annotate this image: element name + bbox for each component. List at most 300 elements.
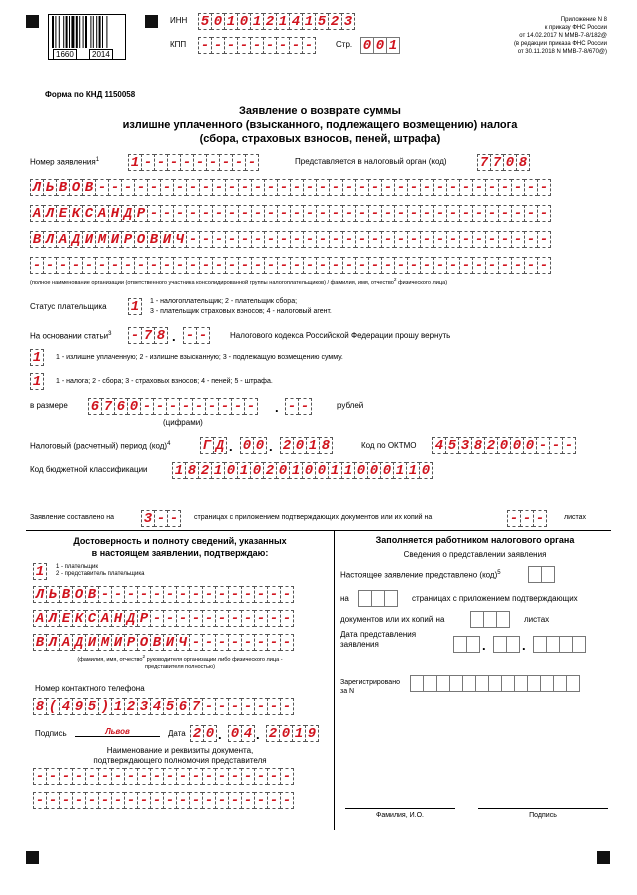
char-cell: Л [43,231,57,248]
signer-name-cells[interactable] [33,610,293,627]
signer-cell[interactable] [33,563,46,580]
char-cell: - [160,205,174,222]
char-cell: - [199,257,213,274]
char-cell: - [251,205,265,222]
char-cell [572,636,586,653]
title-line: излишне уплаченного (взысканного, подлежащего возмещению) налога [122,119,518,131]
page-cells[interactable] [360,37,399,54]
char-cell: - [280,634,294,651]
char-cell: 1 [224,13,238,30]
char-cell: 8 [185,462,199,479]
char-cell: 1 [386,37,400,54]
char-cell: 1 [276,13,290,30]
char-cell: - [173,179,187,196]
char-cell: - [85,768,99,785]
char-cell: - [342,257,356,274]
char-cell: - [186,179,200,196]
char-cell: - [163,586,177,603]
basis-text: Налогового кодекса Российской Федерации прошу вернуть [230,331,451,340]
char-cell: - [237,37,251,54]
char-cell: - [150,610,164,627]
inn-cells[interactable] [198,13,354,30]
kpp-cells[interactable] [198,37,315,54]
char-cell [527,675,541,692]
char-cell: - [316,257,330,274]
char-cell: 0 [276,462,290,479]
date-submitted-line: заявления [340,640,379,649]
oktmo-label: Код по ОКТМО [361,441,417,450]
char-cell: - [224,37,238,54]
dot: . [269,439,273,454]
char-cell: О [72,586,86,603]
right-heading: Заполняется работником налогового органа [375,535,575,545]
char-cell: - [342,231,356,248]
char-cell: 6 [176,698,190,715]
appendix-line: от 30.11.2018 N ММВ-7-8/670@) [517,49,607,55]
char-cell: - [153,398,167,415]
char-cell: 1 [292,725,306,742]
char-cell: - [251,231,265,248]
char-cell: 0 [380,462,394,479]
char-cell: 1 [341,462,355,479]
date-submitted-line: Дата представления [340,630,417,639]
char-cell: - [219,154,233,171]
title-line: Заявление о возврате суммы [239,105,401,117]
char-cell: - [189,586,203,603]
char-cell: М [98,634,112,651]
char-cell: 3 [341,13,355,30]
signature-value[interactable]: Львов [75,727,160,737]
char-cell: 4 [150,698,164,715]
barcode-bar [85,16,87,48]
char-cell: - [251,179,265,196]
char-cell: - [241,610,255,627]
staff-date-day[interactable] [453,636,479,653]
char-cell: - [202,610,216,627]
char-cell: 0 [367,462,381,479]
char-cell: - [264,257,278,274]
barcode-bar [63,16,64,48]
char-cell: 0 [373,37,387,54]
char-cell: 3 [458,437,472,454]
dot: . [172,329,176,344]
char-cell: 2 [190,725,204,742]
char-cell: - [95,179,109,196]
char-cell: ) [98,698,112,715]
char-cell: 7 [189,698,203,715]
char-cell: - [124,792,138,809]
doc-cells-1[interactable] [33,768,293,785]
number-label: Номер заявления$^1$ [30,157,100,167]
char-cell [436,675,450,692]
status-desc-line: 3 - плательщик страховых взносов; 4 - налоговый агент. [150,308,332,315]
char-cell: - [254,586,268,603]
surname-cells[interactable] [30,179,550,196]
reg-label-line: Зарегистрировано [340,679,400,686]
char-cell: - [254,634,268,651]
char-cell: - [472,205,486,222]
char-cell: - [202,634,216,651]
char-cell: - [30,257,44,274]
char-cell: 8 [33,698,47,715]
char-cell: - [329,205,343,222]
barcode-bar [106,16,107,48]
char-cell: 2 [266,725,280,742]
char-cell: 8 [471,437,485,454]
char-cell: - [485,179,499,196]
char-cell: - [166,398,180,415]
staff-date-year[interactable] [533,636,585,653]
signer-surname-cells[interactable] [33,586,293,603]
char-cell: - [215,792,229,809]
dot: . [229,439,233,454]
staff-date-month[interactable] [493,636,519,653]
char-cell [453,636,467,653]
barcode-bar [52,16,54,48]
char-cell: - [298,398,312,415]
char-cell: - [524,231,538,248]
reg-label [340,678,400,696]
char-cell: 0 [240,437,254,454]
char-cell: - [154,510,168,527]
status-cell[interactable] [128,298,141,315]
char-cell [488,675,502,692]
char-cell: - [189,768,203,785]
char-cell: - [280,586,294,603]
char-cell: И [82,231,96,248]
char-cell: Ч [176,634,190,651]
period-part2-cells[interactable] [240,437,266,454]
char-cell: С [85,610,99,627]
char-cell: - [355,231,369,248]
barcode-bar [55,16,56,48]
period-year-cells[interactable] [280,437,332,454]
code-cells[interactable] [528,566,554,583]
char-cell: - [186,205,200,222]
char-cell: Н [108,205,122,222]
dot: . [218,727,222,742]
barcode [48,14,126,60]
char-cell: - [215,610,229,627]
char-cell: - [329,257,343,274]
char-cell [384,590,398,607]
dot: . [256,727,260,742]
char-cell: Д [72,634,86,651]
char-cell: - [215,634,229,651]
char-cell: В [33,634,47,651]
char-cell: - [485,231,499,248]
staff-sheets-cells[interactable] [470,611,509,628]
char-cell: - [276,37,290,54]
char-cell: С [82,205,96,222]
char-cell: И [160,231,174,248]
barcode-bar [102,16,103,48]
char-cell: - [280,768,294,785]
barcode-bar [90,16,91,48]
char-cell [449,675,463,692]
sign-line [478,808,608,809]
char-cell: А [30,205,44,222]
pages-cells[interactable] [141,510,180,527]
char-cell: О [134,231,148,248]
char-cell: - [511,205,525,222]
char-cell: - [290,231,304,248]
tax-office-cells[interactable] [477,154,529,171]
barcode-bar [66,16,68,48]
char-cell: В [85,586,99,603]
char-cell: - [511,257,525,274]
char-cell: - [150,586,164,603]
char-cell: - [244,398,258,415]
char-cell: - [303,179,317,196]
char-cell: - [202,768,216,785]
char-cell: - [33,768,47,785]
char-cell: 0 [250,462,264,479]
char-cell: - [329,179,343,196]
char-cell: - [280,792,294,809]
char-cell: - [250,37,264,54]
char-cell: Л [30,179,44,196]
char-cell: - [355,257,369,274]
signer-option: 2 - представитель плательщика [56,571,145,577]
char-cell [546,636,560,653]
char-cell: - [238,179,252,196]
char-cell: ( [46,698,60,715]
char-cell: - [381,231,395,248]
payment-type-cell[interactable] [30,373,43,390]
char-cell [541,566,555,583]
doc-label-line: Наименование и реквизиты документа, [106,746,254,755]
char-cell [496,611,510,628]
period-part1-cells[interactable] [200,437,226,454]
char-cell: 5 [198,13,212,30]
char-cell: - [218,398,232,415]
char-cell: 1 [128,298,142,315]
article-cells[interactable] [128,327,167,344]
char-cell: - [228,768,242,785]
char-cell: Р [137,610,151,627]
barcode-bar [69,16,70,48]
char-cell: - [533,510,547,527]
char-cell [514,675,528,692]
char-cell: - [302,37,316,54]
char-cell: - [189,610,203,627]
signer-patronymic-cells[interactable] [33,634,293,651]
char-cell: - [394,231,408,248]
char-cell: 8 [154,327,168,344]
extra-name-cells[interactable] [30,257,550,274]
char-cell: 1 [250,13,264,30]
char-cell: - [215,586,229,603]
char-cell: - [121,179,135,196]
char-cell: - [98,768,112,785]
char-cell: - [228,634,242,651]
char-cell: - [433,231,447,248]
char-cell: - [238,205,252,222]
char-cell: 1 [306,437,320,454]
char-cell: - [154,154,168,171]
char-cell: - [225,231,239,248]
barcode-bars [50,16,126,48]
doc-cells-2[interactable] [33,792,293,809]
char-cell: - [212,205,226,222]
char-cell: Л [43,205,57,222]
char-cell: 4 [59,698,73,715]
char-cell: - [202,698,216,715]
char-cell: 1 [172,462,186,479]
char-cell [493,636,507,653]
application-number-cells[interactable] [128,154,258,171]
char-cell: 8 [319,437,333,454]
char-cell: - [121,257,135,274]
char-cell: - [140,398,154,415]
char-cell: 1 [237,462,251,479]
char-cell: 0 [279,725,293,742]
char-cell [506,636,520,653]
char-cell: - [280,610,294,627]
char-cell: 6 [114,398,128,415]
date-year-cells[interactable] [266,725,318,742]
char-cell: - [82,257,96,274]
char-cell: 1 [211,462,225,479]
char-cell: - [147,179,161,196]
char-cell: - [186,231,200,248]
signer-options [56,564,144,578]
corner-marker-bottom-left [26,851,39,864]
char-cell: 2 [484,437,498,454]
char-cell: В [82,179,96,196]
char-cell: - [498,205,512,222]
date-month-cells[interactable] [228,725,254,742]
status-label: Статус плательщика [30,302,107,311]
char-cell: - [524,179,538,196]
on-label: на [340,594,349,603]
kbk-label: Код бюджетной классификации [30,465,148,474]
code-label: Настоящее заявление представлено (код)$^5$ [340,570,501,580]
date-day-cells[interactable] [190,725,216,742]
char-cell: Е [59,610,73,627]
char-cell: А [33,610,47,627]
char-cell: 4 [289,13,303,30]
reg-label-line: за N [340,688,355,695]
kpp-label: КПП [170,40,187,49]
inn-label: ИНН [170,16,188,25]
oktmo-cells[interactable] [432,437,575,454]
char-cell: - [251,257,265,274]
char-cell: - [189,792,203,809]
char-cell [358,590,372,607]
char-cell: - [238,231,252,248]
char-cell: Л [46,634,60,651]
char-cell: - [33,792,47,809]
char-cell: - [192,398,206,415]
char-cell: - [232,154,246,171]
char-cell: 1 [33,563,47,580]
char-cell: - [289,37,303,54]
char-cell [559,636,573,653]
char-cell: - [407,257,421,274]
char-cell: - [355,205,369,222]
amount-kopecks-cells[interactable] [285,398,311,415]
staff-pages-cells[interactable] [358,590,397,607]
char-cell: - [98,586,112,603]
article-sub-cells[interactable] [183,327,209,344]
char-cell: - [46,768,60,785]
char-cell: - [537,179,551,196]
char-cell: - [180,154,194,171]
char-cell: - [43,257,57,274]
char-cell: - [228,792,242,809]
char-cell: - [524,205,538,222]
char-cell: - [537,231,551,248]
period-label: Налоговый (расчетный) период (код)$^4$ [30,441,171,451]
char-cell: 0 [503,154,517,171]
status-desc-line: 1 - налогоплательщик; 2 - плательщик сбора; [150,298,298,305]
kbk-cells[interactable] [172,462,432,479]
barcode-bar [83,16,84,48]
char-cell: - [254,792,268,809]
char-cell: - [111,768,125,785]
fio-caption: Фамилия, И.О. [376,812,424,819]
refund-type-cell[interactable] [30,349,43,366]
char-cell: - [368,257,382,274]
char-cell [533,636,547,653]
char-cell: - [254,768,268,785]
char-cell: 5 [163,698,177,715]
char-cell: - [124,586,138,603]
char-cell: - [128,327,142,344]
char-cell: - [420,257,434,274]
char-cell: - [537,257,551,274]
char-cell: 9 [305,725,319,742]
char-cell: - [267,634,281,651]
char-cell: В [59,586,73,603]
sheets-cells[interactable] [507,510,546,527]
char-cell: К [72,610,86,627]
char-cell: В [147,231,161,248]
reg-number-cells[interactable] [410,675,579,692]
char-cell: - [394,205,408,222]
char-cell: - [167,510,181,527]
patronymic-cells[interactable] [30,231,550,248]
basis-label: На основании статьи$^3$ [30,331,112,341]
char-cell: - [108,257,122,274]
char-cell: В [150,634,164,651]
char-cell: И [108,231,122,248]
char-cell: - [134,179,148,196]
barcode-bar [59,16,60,48]
phone-cells[interactable] [33,698,293,715]
char-cell: - [225,257,239,274]
char-cell: - [355,179,369,196]
char-cell: - [549,437,563,454]
char-cell: 5 [85,698,99,715]
char-cell: - [160,179,174,196]
char-cell: М [95,231,109,248]
date-label: Дата [168,729,186,738]
name-cells[interactable] [30,205,550,222]
left-heading-line: Достоверность и полноту сведений, указанных [73,536,287,546]
char-cell: - [446,231,460,248]
section-divider [26,530,611,531]
char-cell: - [446,205,460,222]
page-label: Стр. [336,40,353,49]
char-cell: - [176,610,190,627]
char-cell: А [56,231,70,248]
char-cell: И [85,634,99,651]
amount-cells[interactable] [88,398,257,415]
char-cell [501,675,515,692]
